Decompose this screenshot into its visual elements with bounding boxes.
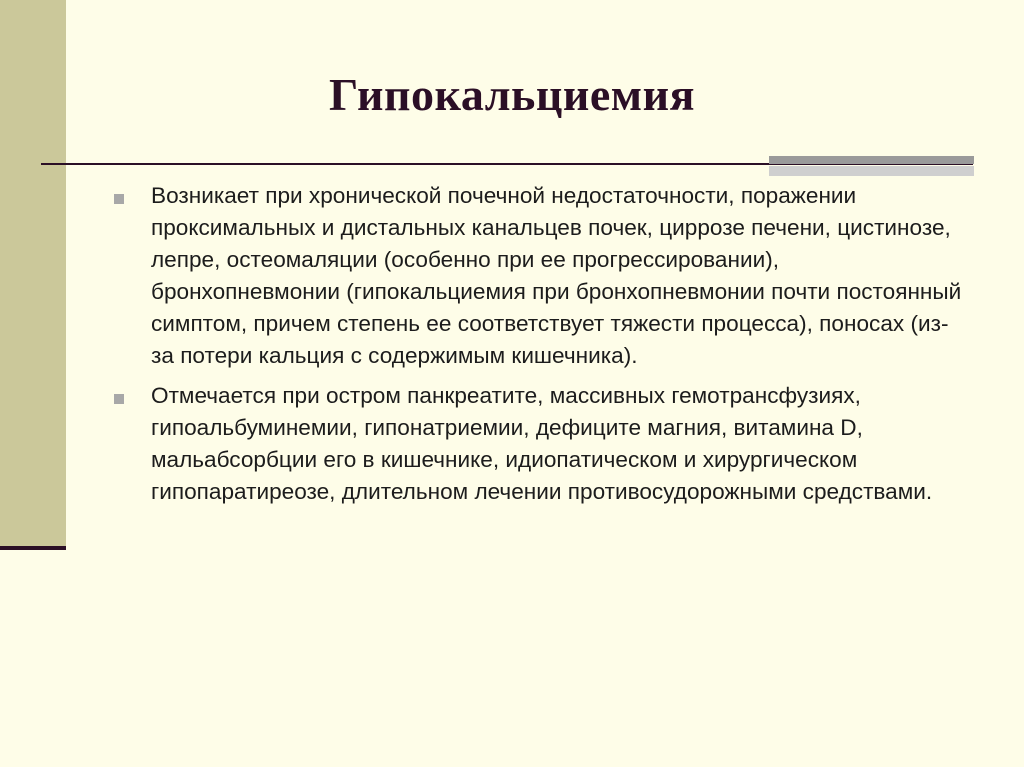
bullet-item [112, 380, 962, 508]
bullet-text: Возникает при хронической почечной недостаточности, поражении проксимальных и дистальных канальцев почек, циррозе печени, цистинозе, лепре, остеомаляции (особенно при ее прогрессировании), бронхопневмонии (гипокальциемия при бронхопневмонии почти постоянный симптом, причем степень ее соответствует тяжести процесса), поносах (из-за потери кальция с содержимым кишечника). [151, 183, 962, 368]
accent-bar-light [769, 166, 974, 176]
slide-title: Гипокальциемия [328, 69, 695, 120]
bullet-item [112, 180, 962, 372]
square-bullet-icon [114, 394, 124, 404]
bullet-text: Отмечается при остром панкреатите, массивных гемотрансфузиях, гипоальбуминемии, гипонатриемии, дефиците магния, витамина D, мальабсорбции его в кишечнике, идиопатическом и хирургическом гипопаратиреозе, длительном лечении противосудорожными средствами. [151, 383, 933, 504]
bullet-list [112, 180, 962, 516]
square-bullet-icon [114, 194, 124, 204]
side-decoration-underline [0, 546, 66, 550]
accent-bar-dark [769, 156, 974, 164]
